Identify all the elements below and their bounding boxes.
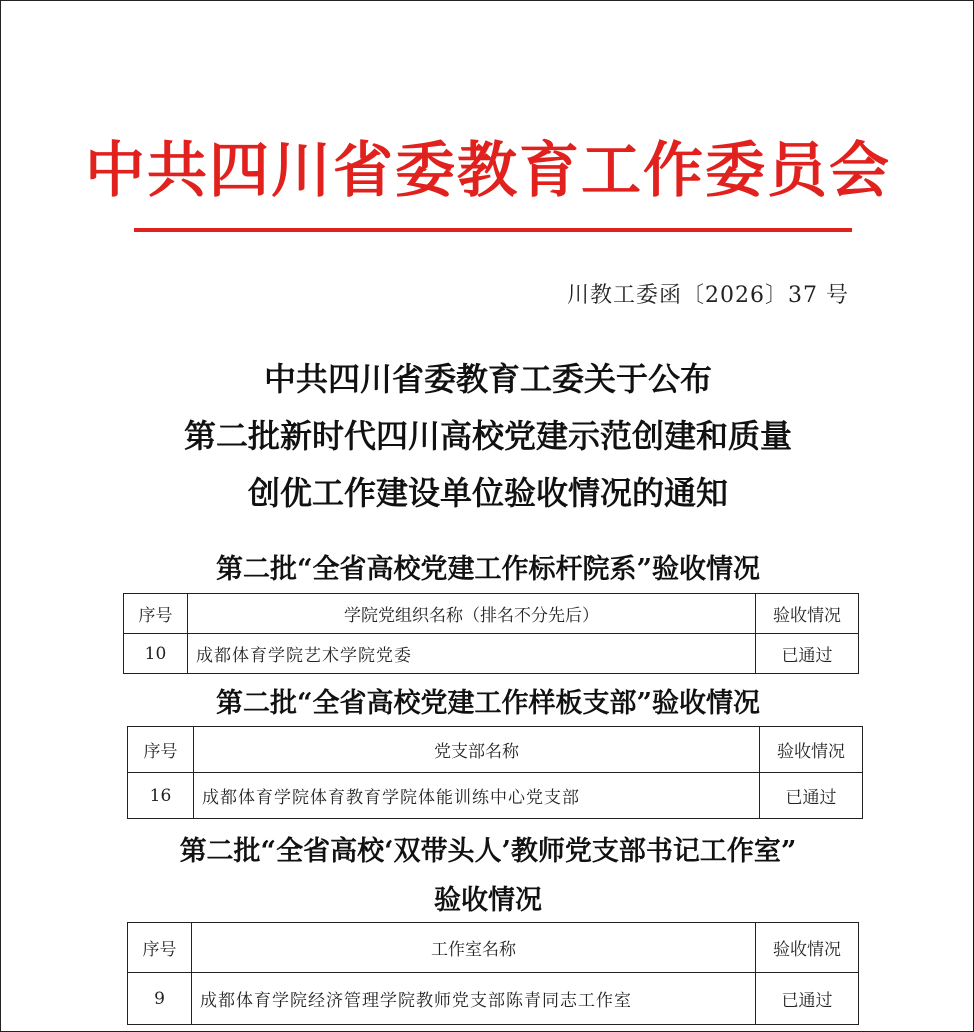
row-status: 已通过 — [756, 634, 859, 674]
col-header-name: 工作室名称 — [192, 923, 756, 973]
org-masthead: 中共四川省委教育工作委员会 — [85, 136, 891, 206]
row-no: 10 — [124, 634, 188, 674]
row-no: 16 — [128, 773, 194, 819]
table-row — [128, 973, 859, 1025]
teacher-studios-table — [127, 922, 859, 1025]
row-no: 9 — [128, 973, 192, 1025]
title-line-3: 创优工作建设单位验收情况的通知 — [247, 474, 728, 512]
table-header-row — [128, 727, 863, 773]
red-divider-line — [134, 228, 852, 232]
section-heading-benchmark-departments: 第二批“全省高校党建工作标杆院系”验收情况 — [215, 554, 761, 585]
row-status: 已通过 — [760, 773, 863, 819]
section-heading-studios-line-2: 验收情况 — [434, 885, 542, 916]
col-header-status: 验收情况 — [756, 923, 859, 973]
col-header-name: 党支部名称 — [194, 727, 760, 773]
title-line-2: 第二批新时代四川高校党建示范创建和质量 — [183, 417, 792, 455]
col-header-name: 学院党组织名称（排名不分先后） — [188, 594, 756, 634]
row-status: 已通过 — [756, 973, 859, 1025]
notice-title — [1, 351, 974, 522]
table-row — [128, 773, 863, 819]
title-line-1: 中共四川省委教育工委关于公布 — [263, 360, 712, 398]
section-heading-studios-line-1: 第二批“全省高校‘双带头人’教师党支部书记工作室” — [179, 836, 797, 867]
col-header-status: 验收情况 — [756, 594, 859, 634]
row-name: 成都体育学院体育教育学院体能训练中心党支部 — [194, 773, 760, 819]
col-header-no: 序号 — [124, 594, 188, 634]
section-heading-model-branches: 第二批“全省高校党建工作样板支部”验收情况 — [215, 688, 761, 719]
table-header-row — [128, 923, 859, 973]
col-header-no: 序号 — [128, 727, 194, 773]
row-name: 成都体育学院艺术学院党委 — [188, 634, 756, 674]
table-row — [124, 634, 859, 674]
benchmark-departments-table — [123, 593, 859, 674]
row-name: 成都体育学院经济管理学院教师党支部陈青同志工作室 — [192, 973, 756, 1025]
table-header-row — [124, 594, 859, 634]
model-branches-table — [127, 726, 863, 819]
col-header-no: 序号 — [128, 923, 192, 973]
col-header-status: 验收情况 — [760, 727, 863, 773]
document-number: 川教工委函〔2026〕37 号 — [567, 283, 849, 308]
